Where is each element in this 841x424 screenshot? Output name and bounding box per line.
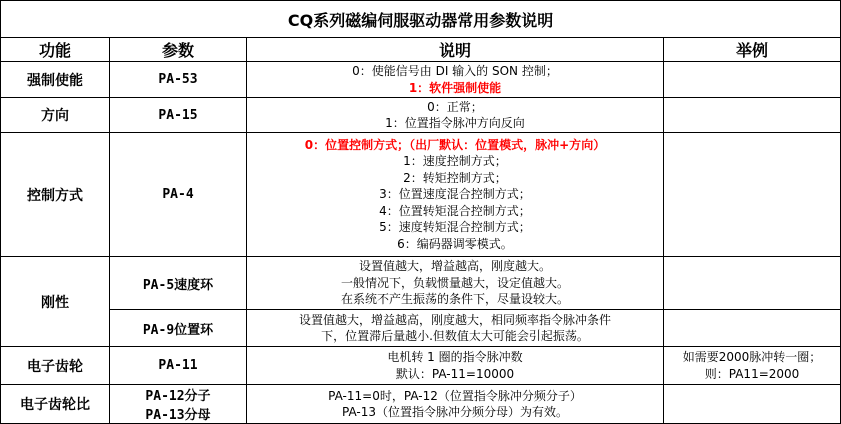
desc-line: 1：速度控制方式； (403, 154, 507, 169)
table-row (1, 133, 841, 257)
table-row (1, 98, 841, 133)
param-cell: PA-11 (110, 347, 247, 385)
desc-line: 0：使能信号由 DI 输入的 SON 控制； (352, 64, 558, 79)
desc-line: 5：速度转矩混合控制方式； (379, 220, 531, 235)
function-cell: 强制使能 (1, 62, 110, 98)
desc-line: 默认：PA-11=10000 (395, 366, 515, 381)
header-row (1, 38, 841, 62)
header-function: 功能 (1, 38, 110, 62)
function-cell: 方向 (1, 98, 110, 133)
example-cell (664, 133, 841, 257)
desc-line: 设置值越大，增益越高，刚度越大，相同频率指令脉冲条件 (298, 312, 611, 327)
desc-cell (247, 347, 664, 385)
desc-cell (247, 98, 664, 133)
header-param: 参数 (110, 38, 247, 62)
param-cell: PA-15 (110, 98, 247, 133)
desc-line: 电机转 1 圈的指令脉冲数 (387, 350, 523, 365)
example-cell (664, 310, 841, 347)
header-desc: 说明 (247, 38, 664, 62)
desc-line: 一般情况下，负载惯量越大，设定值越大。 (340, 275, 569, 290)
example-cell (664, 347, 841, 385)
param-line: PA-13分母 (145, 408, 211, 423)
desc-line: 3：位置速度混合控制方式； (379, 187, 531, 202)
desc-line: 6：编码器调零模式。 (397, 236, 513, 251)
table-row (1, 257, 841, 310)
example-cell (664, 98, 841, 133)
desc-line: 在系统不产生振荡的条件下，尽量设较大。 (340, 292, 569, 307)
example-line: 如需要2000脉冲转一圈； (682, 350, 822, 365)
desc-line: 下，位置滞后量越小.但数值太大可能会引起振荡。 (321, 329, 589, 343)
desc-line-highlight: 1：软件强制使能 (408, 80, 502, 95)
param-cell: PA-9位置环 (110, 310, 247, 347)
desc-line: PA-11=0时，PA-12（位置指令脉冲分频分子） (328, 388, 582, 403)
desc-line: 设置值越大，增益越高，刚度越大。 (358, 259, 551, 274)
desc-line: 0：正常； (427, 99, 483, 114)
desc-line: 4：位置转矩混合控制方式； (379, 203, 531, 218)
param-cell (110, 385, 247, 424)
desc-cell (247, 133, 664, 257)
table-title: CQ系列磁编伺服驱动器常用参数说明 (1, 1, 841, 38)
function-cell: 电子齿轮比 (1, 385, 110, 424)
desc-cell (247, 310, 664, 347)
header-example: 举例 (664, 38, 841, 62)
desc-cell (247, 62, 664, 98)
desc-line: 1：位置指令脉冲方向反向 (385, 116, 525, 130)
desc-cell (247, 257, 664, 310)
table-row (1, 385, 841, 424)
example-cell (664, 385, 841, 424)
title-row (1, 1, 841, 38)
param-cell: PA-53 (110, 62, 247, 98)
param-line: PA-12分子 (145, 389, 211, 404)
example-line: 则：PA11=2000 (704, 366, 800, 381)
param-cell: PA-4 (110, 133, 247, 257)
example-cell (664, 62, 841, 98)
example-cell (664, 257, 841, 310)
function-cell: 控制方式 (1, 133, 110, 257)
table-row (1, 62, 841, 98)
table-row (1, 310, 841, 347)
function-cell: 电子齿轮 (1, 347, 110, 385)
desc-line-highlight: 0：位置控制方式；（出厂默认：位置模式，脉冲+方向） (304, 138, 606, 153)
desc-cell (247, 385, 664, 424)
table-row (1, 347, 841, 385)
param-cell: PA-5速度环 (110, 257, 247, 310)
desc-line: PA-13（位置指令脉冲分频分母）为有效。 (341, 405, 568, 419)
function-cell: 刚性 (1, 257, 110, 347)
desc-line: 2：转矩控制方式； (403, 170, 507, 185)
